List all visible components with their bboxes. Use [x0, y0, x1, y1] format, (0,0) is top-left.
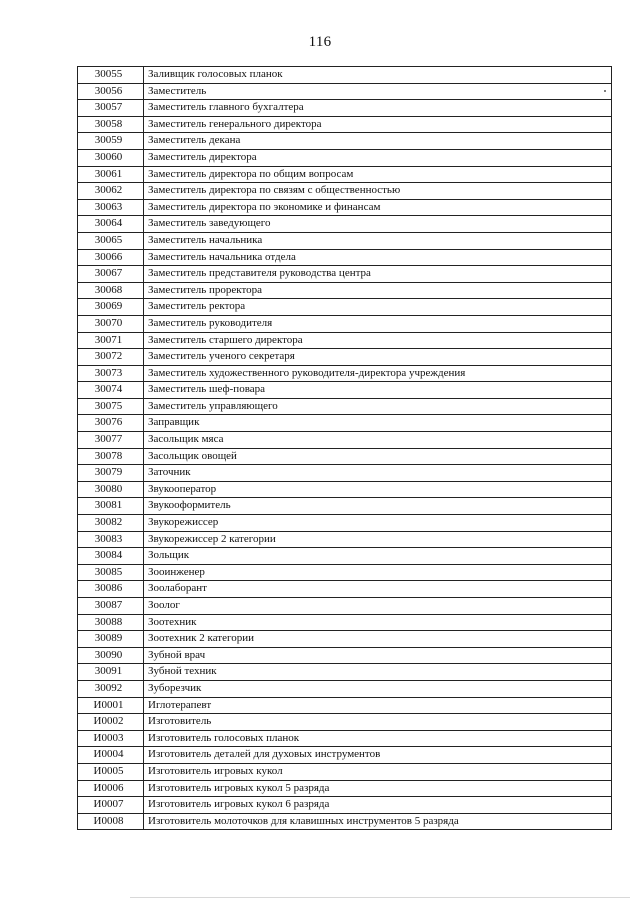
occupation-title: Изготовитель игровых кукол 5 разряда [144, 780, 612, 797]
occupation-code: 30076 [78, 415, 144, 432]
occupation-code: 30056 [78, 83, 144, 100]
table-row [78, 598, 612, 615]
occupation-title: Заместитель ученого секретаря [144, 349, 612, 366]
occupation-code: И0007 [78, 797, 144, 814]
occupation-code: 30091 [78, 664, 144, 681]
occupation-code: И0001 [78, 697, 144, 714]
table-row [78, 83, 612, 100]
occupation-title: Заправщик [144, 415, 612, 432]
occupation-title: Изготовитель деталей для духовых инструментов [144, 747, 612, 764]
table-row [78, 249, 612, 266]
table-row [78, 266, 612, 283]
occupation-code: 30077 [78, 432, 144, 449]
occupation-code: 30073 [78, 365, 144, 382]
table-row [78, 299, 612, 316]
table-row [78, 432, 612, 449]
occupation-title: Изготовитель молоточков для клавишных инструментов 5 разряда [144, 813, 612, 830]
table-row [78, 647, 612, 664]
table-row [78, 697, 612, 714]
occupation-title: Звукорежиссер 2 категории [144, 531, 612, 548]
occupation-code: 30089 [78, 631, 144, 648]
occupation-code: 30074 [78, 382, 144, 399]
occupation-title: Звукооператор [144, 481, 612, 498]
occupation-title: Заместитель декана [144, 133, 612, 150]
occupation-title: Заместитель руководителя [144, 315, 612, 332]
table-row [78, 382, 612, 399]
occupation-title: Иглотерапевт [144, 697, 612, 714]
table-row [78, 614, 612, 631]
table-row [78, 100, 612, 117]
table-row [78, 763, 612, 780]
table-row [78, 116, 612, 133]
occupation-title: Заместитель главного бухгалтера [144, 100, 612, 117]
table-row [78, 349, 612, 366]
table-row [78, 67, 612, 84]
occupation-code: 30061 [78, 166, 144, 183]
table-row [78, 332, 612, 349]
occupation-title: Изготовитель [144, 714, 612, 731]
table-row [78, 448, 612, 465]
occupation-code: 30080 [78, 481, 144, 498]
occupation-title: Засольщик овощей [144, 448, 612, 465]
occupation-title: Заместитель заведующего [144, 216, 612, 233]
occupation-code: 30068 [78, 282, 144, 299]
occupation-title: Заместитель ректора [144, 299, 612, 316]
occupation-code: 30092 [78, 680, 144, 697]
occupation-code: 30081 [78, 498, 144, 515]
occupation-code: 30059 [78, 133, 144, 150]
occupation-code: 30067 [78, 266, 144, 283]
occupation-code: 30060 [78, 149, 144, 166]
occupation-code: 30079 [78, 465, 144, 482]
occupation-code: 30055 [78, 67, 144, 84]
occupation-code: 30086 [78, 581, 144, 598]
occupation-title: Изготовитель игровых кукол [144, 763, 612, 780]
occupation-code: И0004 [78, 747, 144, 764]
occupation-title: Заместитель начальника [144, 232, 612, 249]
occupation-title: Заместитель представителя руководства центра [144, 266, 612, 283]
table-row [78, 232, 612, 249]
table-row [78, 315, 612, 332]
occupation-title: Заместитель проректора [144, 282, 612, 299]
table-row [78, 780, 612, 797]
occupation-code: 30087 [78, 598, 144, 615]
table-row [78, 398, 612, 415]
table-row [78, 216, 612, 233]
occupation-title: Заместитель управляющего [144, 398, 612, 415]
occupation-title: Звукорежиссер [144, 515, 612, 532]
occupation-title: Изготовитель игровых кукол 6 разряда [144, 797, 612, 814]
table-row [78, 415, 612, 432]
occupation-code: 30071 [78, 332, 144, 349]
occupation-title: Зоотехник [144, 614, 612, 631]
occupation-title: Зоолаборант [144, 581, 612, 598]
table-row [78, 365, 612, 382]
occupation-title: Зоолог [144, 598, 612, 615]
occupation-table [77, 66, 612, 830]
occupation-title: Заливщик голосовых планок [144, 67, 612, 84]
occupation-title: Заместитель старшего директора [144, 332, 612, 349]
occupation-title: Изготовитель голосовых планок [144, 730, 612, 747]
page-number: 116 [308, 34, 332, 50]
table-row [78, 149, 612, 166]
table-row [78, 714, 612, 731]
table-row [78, 548, 612, 565]
occupation-code: 30057 [78, 100, 144, 117]
occupation-code: 30065 [78, 232, 144, 249]
scan-speck [604, 90, 606, 92]
table-row [78, 498, 612, 515]
occupation-title: Заместитель художественного руководителя-директора учреждения [144, 365, 612, 382]
occupation-title: Зубной врач [144, 647, 612, 664]
occupation-code: 30066 [78, 249, 144, 266]
occupation-code: И0005 [78, 763, 144, 780]
occupation-code: 30069 [78, 299, 144, 316]
occupation-code: 30072 [78, 349, 144, 366]
occupation-code: 30085 [78, 564, 144, 581]
occupation-code: 30078 [78, 448, 144, 465]
table-row [78, 664, 612, 681]
occupation-code: 30088 [78, 614, 144, 631]
table-row [78, 747, 612, 764]
occupation-code: И0003 [78, 730, 144, 747]
occupation-code: И0002 [78, 714, 144, 731]
occupation-code: 30084 [78, 548, 144, 565]
table-row [78, 199, 612, 216]
table-row [78, 564, 612, 581]
occupation-title: Зоотехник 2 категории [144, 631, 612, 648]
occupation-code: И0006 [78, 780, 144, 797]
occupation-code: 30075 [78, 398, 144, 415]
table-row [78, 797, 612, 814]
occupation-code: 30063 [78, 199, 144, 216]
occupation-title: Заместитель директора по связям с общественностью [144, 183, 612, 200]
occupation-code: И0008 [78, 813, 144, 830]
table-row [78, 581, 612, 598]
occupation-title: Заместитель директора по экономике и финансам [144, 199, 612, 216]
table-row [78, 680, 612, 697]
occupation-title: Зуборезчик [144, 680, 612, 697]
occupation-title: Засольщик мяса [144, 432, 612, 449]
occupation-code: 30070 [78, 315, 144, 332]
occupation-code: 30064 [78, 216, 144, 233]
table-row [78, 531, 612, 548]
occupation-title: Звукооформитель [144, 498, 612, 515]
table-row [78, 166, 612, 183]
table-row [78, 813, 612, 830]
occupation-table-container [77, 66, 611, 830]
table-row [78, 133, 612, 150]
occupation-title: Заместитель генерального директора [144, 116, 612, 133]
occupation-code: 30082 [78, 515, 144, 532]
occupation-title: Заместитель начальника отдела [144, 249, 612, 266]
occupation-title: Зубной техник [144, 664, 612, 681]
table-row [78, 282, 612, 299]
occupation-title: Заместитель [144, 83, 612, 100]
table-row [78, 465, 612, 482]
occupation-title: Заточник [144, 465, 612, 482]
occupation-table-body [78, 67, 612, 830]
occupation-code: 30083 [78, 531, 144, 548]
occupation-code: 30090 [78, 647, 144, 664]
table-row [78, 631, 612, 648]
occupation-title: Зооинженер [144, 564, 612, 581]
occupation-code: 30062 [78, 183, 144, 200]
table-row [78, 183, 612, 200]
occupation-title: Заместитель директора по общим вопросам [144, 166, 612, 183]
occupation-title: Зольщик [144, 548, 612, 565]
table-row [78, 481, 612, 498]
occupation-title: Заместитель директора [144, 149, 612, 166]
scan-edge-line [130, 897, 630, 898]
occupation-title: Заместитель шеф-повара [144, 382, 612, 399]
occupation-code: 30058 [78, 116, 144, 133]
table-row [78, 730, 612, 747]
table-row [78, 515, 612, 532]
